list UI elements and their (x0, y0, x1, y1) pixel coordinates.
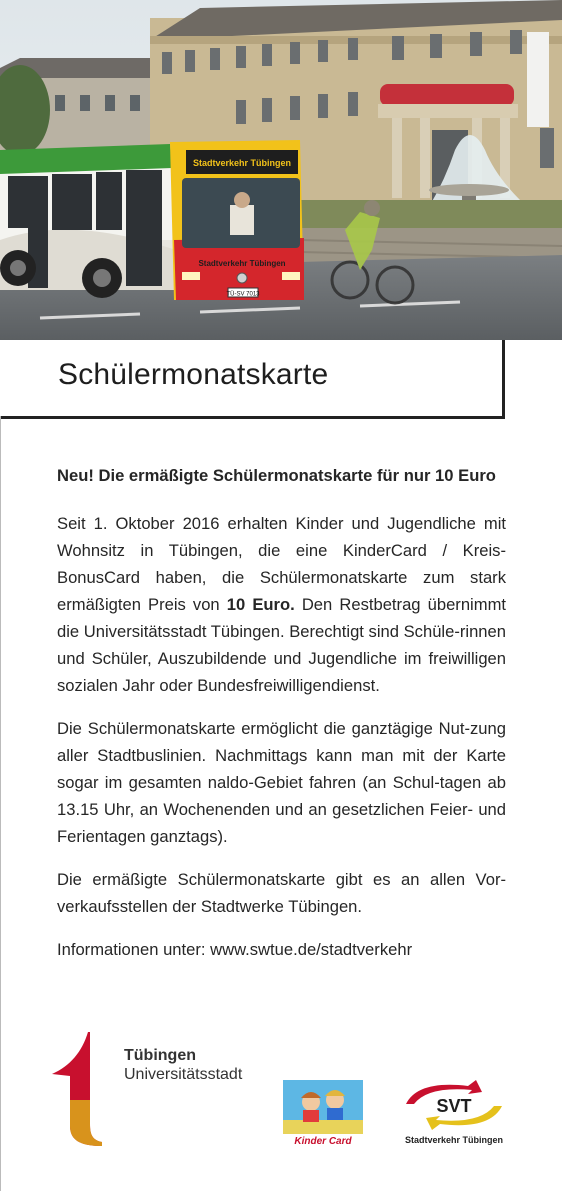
bus-front-label: Stadtverkehr Tübingen (198, 259, 286, 268)
paragraph-eligibility-text-1: Seit 1. Oktober 2016 erhalten Kinder und Jugendliche mit Wohnsitz in Tübingen, die eine KinderCard / Kreis-BonusCard haben, die Schülermonatskarte zum stark ermäßigten Preis von (57, 514, 506, 614)
paragraph-eligibility-text-2: Den Restbetrag übernimmt die Universitätsstadt Tübingen. Berechtigt sind Schüle-rinnen und Schüler, Auszubildende und Jugendliche im freiwilligen sozialen Jahr oder Bundesfreiwilligendienst. (57, 595, 506, 695)
tuebingen-logo-icon (48, 1030, 108, 1153)
price-highlight: 10 Euro. (226, 595, 295, 614)
kindercard-text: Kinder Card (294, 1136, 352, 1146)
bus-scene-illustration (0, 0, 562, 340)
paragraph-eligibility (57, 510, 506, 699)
bus-destination-sign: Stadtverkehr Tübingen (192, 158, 292, 168)
page-title: Schülermonatskarte (58, 358, 329, 391)
paragraph-sales: Die ermäßigte Schülermonatskarte gibt es an allen Vor-verkaufsstellen der Stadtwerke Tübingen. (57, 870, 506, 916)
left-border-line (0, 416, 1, 1191)
body-text (57, 462, 506, 979)
info-link[interactable]: Informationen unter: www.swtue.de/stadtverkehr (57, 940, 413, 959)
city-subtitle: Universitätsstadt (124, 1066, 243, 1083)
svt-text: SVT (436, 1096, 472, 1116)
svt-caption: Stadtverkehr Tübingen (404, 1135, 503, 1145)
svt-logo-icon (398, 1076, 510, 1139)
paragraph-usage: Die Schülermonatskarte ermöglicht die ganztägige Nut-zung aller Stadtbuslinien. Nachmittags kann man mit der Karte sogar im gesamten naldo-Gebiet fahren (an Schul-tagen ab 13.15 Uhr, an Wochenenden und an gesetzlichen Feier- und Ferientagen ganztags). (57, 719, 506, 846)
city-wordmark (124, 1046, 242, 1084)
title-box (0, 340, 505, 419)
bus-license-plate: TÜ-SV 7013 (226, 291, 260, 298)
city-name: Tübingen (124, 1047, 196, 1064)
kindercard-logo-icon (283, 1080, 363, 1151)
hero-photo (0, 0, 562, 340)
lead-headline: Neu! Die ermäßigte Schülermonatskarte für nur 10 Euro (57, 466, 496, 485)
